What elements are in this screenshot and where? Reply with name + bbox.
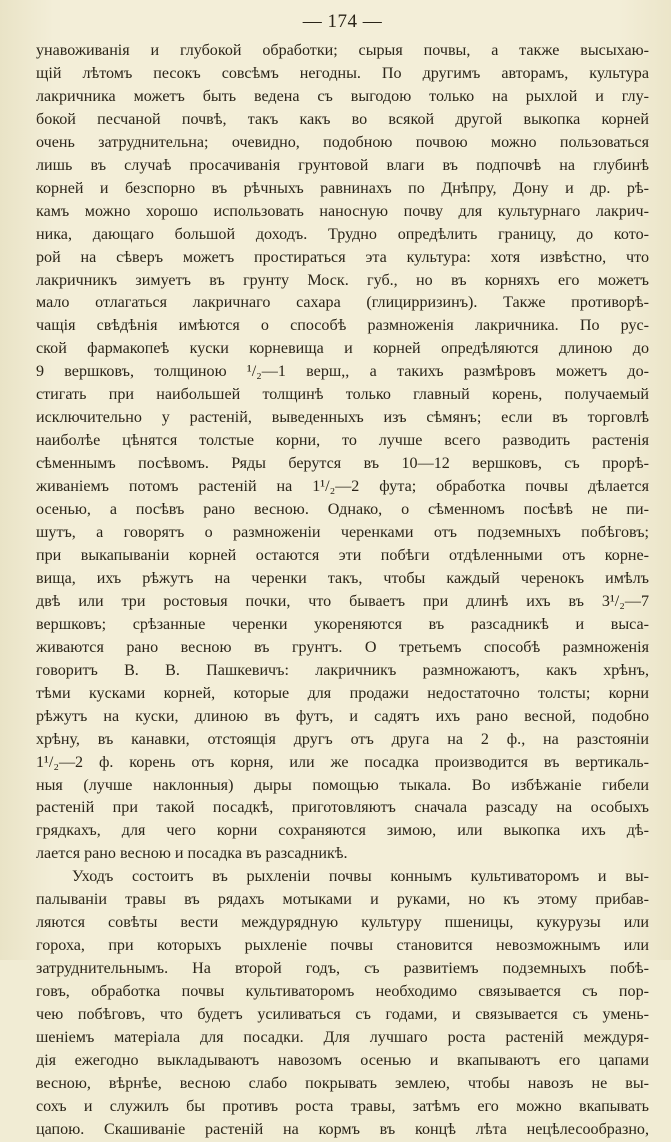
text-line: сохъ и служилъ бы противъ роста травы, затѣмъ его можно вкапывать [36,1097,649,1115]
text-line: тѣми кусками корней, которые для продажи недостаточно толсты; корни [36,684,649,702]
text-line: затруднительнымъ. На второй годъ, съ развитіемъ подземныхъ побѣ- [36,960,649,978]
text-line: стигать при наибольшей толщинѣ только главный корень, получаемый [36,386,649,404]
text-line: осенью, а посѣвъ рано весною. Однако, о сѣменномъ посѣвѣ не пи- [36,501,649,519]
text-line: шеніемъ матеріала для посадки. Для лучшаго роста растеній междуря- [36,1028,649,1046]
text-line: Уходъ состоитъ въ рыхленіи почвы коннымъ культиваторомъ и вы- [72,868,649,886]
text-line: чащія свѣдѣнія имѣются о способѣ размноженія лакричника. По рус- [36,317,649,335]
text-line: говоритъ В. В. Пашкевичъ: лакричникъ размножаютъ, какъ хрѣнъ, [36,661,649,679]
text-line: лакричникъ зимуетъ въ грунту Моск. губ., но въ корняхъ его можетъ [36,271,649,289]
text-line: мало отлагаться лакричнаго сахара (глицирризинъ). Также противорѣ- [36,294,649,312]
text-line: ской фармакопеѣ куски корневища и корней опредѣляются длиною до [36,340,649,358]
text-line: гороха, при которыхъ рыхленіе почвы становится невозможнымъ или [36,937,649,955]
text-line: живаніемъ потомъ растеній на 1¹/₂—2 фута; обработка почвы дѣлается [36,478,649,496]
text-line: очень затруднительна; очевидно, подобною почвою можно пользоваться [36,133,649,151]
text-line: цапою. Скашиваніе растеній на кормъ въ концѣ лѣта нецѣлесообразно, [36,1120,649,1138]
text-line: щій лѣтомъ песокъ совсѣмъ негодны. По другимъ авторамъ, культура [36,64,649,82]
text-line: растеній при такой посадкѣ, приготовляютъ сначала разсаду на особыхъ [36,799,649,817]
text-line: унавоживанія и глубокой обработки; сырыя почвы, а также высыхаю- [36,42,649,59]
text-line: исключительно у растеній, выведенныхъ изъ сѣмянъ; если въ торговлѣ [36,409,649,427]
text-line: шутъ, а говорятъ о размноженіи черенками отъ подземныхъ побѣговъ; [36,524,649,542]
text-line: 1¹/₂—2 ф. корень отъ корня, или же посадка производится въ вертикаль- [36,753,649,771]
text-line: хрѣну, въ канавки, отстоящія другъ отъ друга на 2 ф., на разстояніи [36,730,649,748]
text-line: палываніи травы въ рядахъ мотыками и руками, но къ этому прибав- [36,891,649,909]
page-body-text [36,40,649,1142]
text-line: бокой песчаной почвѣ, такъ какъ во всякой другой выкопка корней [36,110,649,128]
text-line: ника, дающаго большой доходъ. Трудно опредѣлить границу, до кото- [36,225,649,243]
text-line: вершковъ; срѣзанные черенки укореняются въ разсадникѣ и выса- [36,615,649,633]
page-number: — 174 — [302,11,383,32]
text-line: наиболѣе цѣнятся толстые корни, то лучше всего разводить растенія [36,432,649,450]
text-line: весною, вѣрнѣе, весною слабо покрывать землею, чтобы навозъ не вы- [36,1074,649,1092]
text-line: дія ежегодно выкладываютъ навозомъ осенью и вкапываютъ его цапами [36,1051,649,1069]
text-line: сѣменнымъ посѣвомъ. Ряды берутся въ 10—12 вершковъ, съ прорѣ- [36,455,649,473]
text-line: лишь въ случаѣ просачиванія грунтовой влаги въ подпочвѣ на глубинѣ [36,156,649,174]
text-line: лается рано весною и посадка въ разсадникѣ. [36,845,348,863]
text-line: двѣ или три ростовыя почки, что бываетъ при длинѣ ихъ въ 3¹/₂—7 [36,592,649,610]
text-line: при выкапываніи корней остаются эти побѣги отдѣленными отъ корне- [36,546,649,564]
text-line: 9 вершковъ, толщиною ¹/₂—1 верш,, а такихъ размѣровъ можетъ до- [36,363,649,381]
text-line: чею побѣговъ, что будетъ усиливаться съ годами, и связывается съ умень- [36,1006,649,1024]
text-line: говъ, обработка почвы культиваторомъ необходимо связывается съ пор- [36,983,649,1001]
text-line: рѣжутъ на куски, длиною въ футъ, и садятъ ихъ рано весной, подобно [36,707,649,725]
text-line: вища, ихъ рѣжутъ на черенки такъ, чтобы каждый черенокъ имѣлъ [36,569,649,587]
text-line: грядкахъ, для чего корни сохраняются зимою, или выкопка ихъ дѣ- [36,822,649,840]
text-line: камъ можно хорошо использовать наносную почву для культурнаго лакрич- [36,202,649,220]
text-line: корней и безспорно въ рѣчныхъ равнинахъ по Днѣпру, Дону и др. рѣ- [36,179,649,197]
text-line: ныя (лучше наклонныя) дыры помощью тыкала. Во избѣжаніе гибели [36,776,649,794]
text-line: лакричника можетъ быть ведена съ выгодою только на рыхлой и глу- [36,87,649,105]
text-line: ляются совѣты вести междурядную культуру пшеницы, кукурузы или [36,914,649,932]
text-line: живаются рано весною въ грунтъ. О третьемъ способѣ размноженія [36,638,649,656]
text-line: рой на сѣверъ можетъ простираться эта культура: хотя извѣстно, что [36,248,649,266]
